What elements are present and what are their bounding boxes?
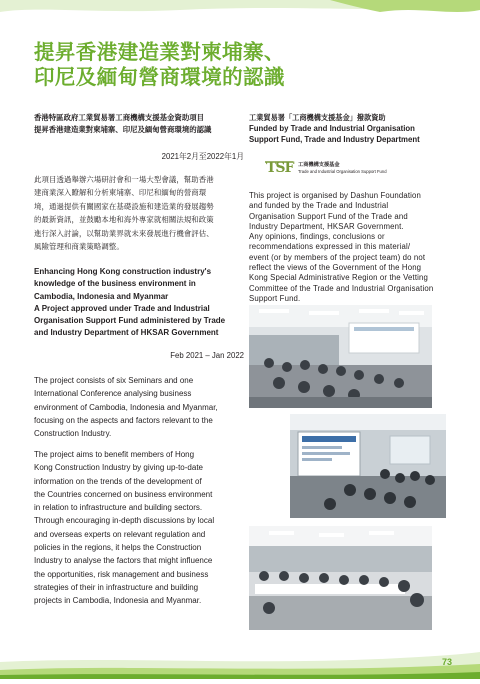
page-number: 73 xyxy=(442,657,453,667)
disclaimer-line: and funded by the Trade and Industrial xyxy=(249,201,389,211)
en-line: projects in Cambodia, Indonesia and Myanmar. xyxy=(34,596,202,606)
page-title xyxy=(34,40,454,90)
disclaimer-line: Industry Department, HKSAR Government. xyxy=(249,221,404,231)
disclaimer-line: reflect the views of the Government of the Hong xyxy=(249,263,422,273)
tsf-logo-mark xyxy=(263,160,297,176)
en-line: the opportunities, risk management and business xyxy=(34,569,209,579)
disclaimer-line: Organisation Support Fund of the Trade and xyxy=(249,211,408,221)
en-paragraph-1 xyxy=(34,374,249,440)
en-line: the Countries concerned on business environment xyxy=(34,489,213,499)
disclaimer-line: Committee of the Trade and Industrial Organisation xyxy=(249,283,434,293)
en-line: The project aims to benefit members of Hong xyxy=(34,450,195,459)
zh-heading-line-1: 香港特區政府工業貿易署工商機構支援基金資助項目 xyxy=(34,113,204,122)
en-line: Industry to analyse the factors that might influence xyxy=(34,556,213,566)
disclaimer-line: event (or by members of the project team) do not xyxy=(249,252,426,262)
disclaimer xyxy=(249,191,454,304)
zh-heading-line-2: 提昇香港建造業對柬埔寨、印尼及緬甸營商環境的認識 xyxy=(34,125,212,134)
title-line-2: 印尼及緬甸營商環境的認識 xyxy=(34,65,285,89)
en-line: Construction Industry. xyxy=(34,429,112,439)
en-line: information on the trends of the development of xyxy=(34,476,202,486)
seminar-photo-1 xyxy=(249,305,432,408)
tsf-logo-letters: TSF xyxy=(266,160,294,176)
tsf-logo-en: Trade and Industrial Organisation Support Fund xyxy=(298,169,387,174)
en-line: and overseas experts on relevant regulation and xyxy=(34,529,206,539)
zh-line: 進行深入討論，以幫助業界就未來發展進行機會評估、 xyxy=(34,228,214,238)
en-heading-line: Organisation Support Fund administered by Trade xyxy=(34,316,226,326)
zh-date: 2021年2月至2022年1月 xyxy=(161,152,244,161)
zh-paragraph xyxy=(34,173,249,253)
en-line: Kong Construction Industry by giving up-to-date xyxy=(34,463,203,473)
title-line-1: 提昇香港建造業對柬埔寨、 xyxy=(34,40,285,64)
en-line: policies in the regions, it helps the Construction xyxy=(34,543,202,553)
disclaimer-line: Kong Special Administrative Region or the Vetting xyxy=(249,273,428,283)
fund-heading-en: Support Fund, Trade and Industry Department xyxy=(249,135,420,144)
en-line: International Conference analysing business xyxy=(34,389,192,399)
en-line: strategies of their in infrastructure and building xyxy=(34,582,199,592)
zh-line: 境，通過提供有關國家在基礎設施和建造業的發展趨勢 xyxy=(34,201,214,211)
en-paragraph-2 xyxy=(34,448,249,608)
en-line: focusing on the aspects and factors relevant to the xyxy=(34,415,213,425)
en-line: The project consists of six Seminars and one xyxy=(34,376,194,385)
disclaimer-line: This project is organised by Dashun Foundation xyxy=(249,191,422,200)
seminar-photo-2 xyxy=(290,414,446,518)
en-date: Feb 2021 – Jan 2022 xyxy=(170,351,244,360)
zh-line: 風險管理和商業策略調整。 xyxy=(34,242,124,252)
en-line: in relation to infrastructure and building sectors. xyxy=(34,503,203,513)
disclaimer-line: Support Fund. xyxy=(249,293,301,303)
top-decorative-band xyxy=(0,0,480,22)
zh-line: 此項目透過舉辦六場研討會和一場大型會議，幫助香港 xyxy=(34,175,214,184)
seminar-photo-3 xyxy=(249,526,432,630)
en-line: environment of Cambodia, Indonesia and Myanmar, xyxy=(34,402,218,412)
zh-line: 的最新資訊，並鼓勵本地和海外專家就相關法規和政策 xyxy=(34,215,214,225)
bottom-decorative-band xyxy=(0,648,480,679)
tsf-logo xyxy=(263,160,393,176)
en-heading-line: and Industry Department of HKSAR Government xyxy=(34,328,219,338)
fund-heading xyxy=(249,112,454,145)
en-heading-line: Cambodia, Indonesia and Myanmar xyxy=(34,291,169,301)
en-line: Through encouraging in-depth discussions by local xyxy=(34,516,215,526)
fund-heading-en: Funded by Trade and Industrial Organisation xyxy=(249,124,415,133)
en-heading-line: Enhancing Hong Kong construction industry's xyxy=(34,267,212,276)
disclaimer-line: Any opinions, findings, conclusions or xyxy=(249,232,385,242)
zh-heading xyxy=(34,112,249,136)
fund-heading-zh: 工業貿易署「工商機構支援基金」撥款資助 xyxy=(249,113,386,122)
en-heading-line: knowledge of the business environment in xyxy=(34,279,196,289)
disclaimer-line: recommendations expressed in this material/ xyxy=(249,242,411,252)
zh-line: 建商業深入瞭解和分析柬埔寨、印尼和緬甸的營商環 xyxy=(34,188,207,198)
en-heading xyxy=(34,266,249,340)
en-heading-line: A Project approved under Trade and Industrial xyxy=(34,303,210,313)
tsf-logo-zh: 工商機構支援基金 xyxy=(298,162,340,168)
